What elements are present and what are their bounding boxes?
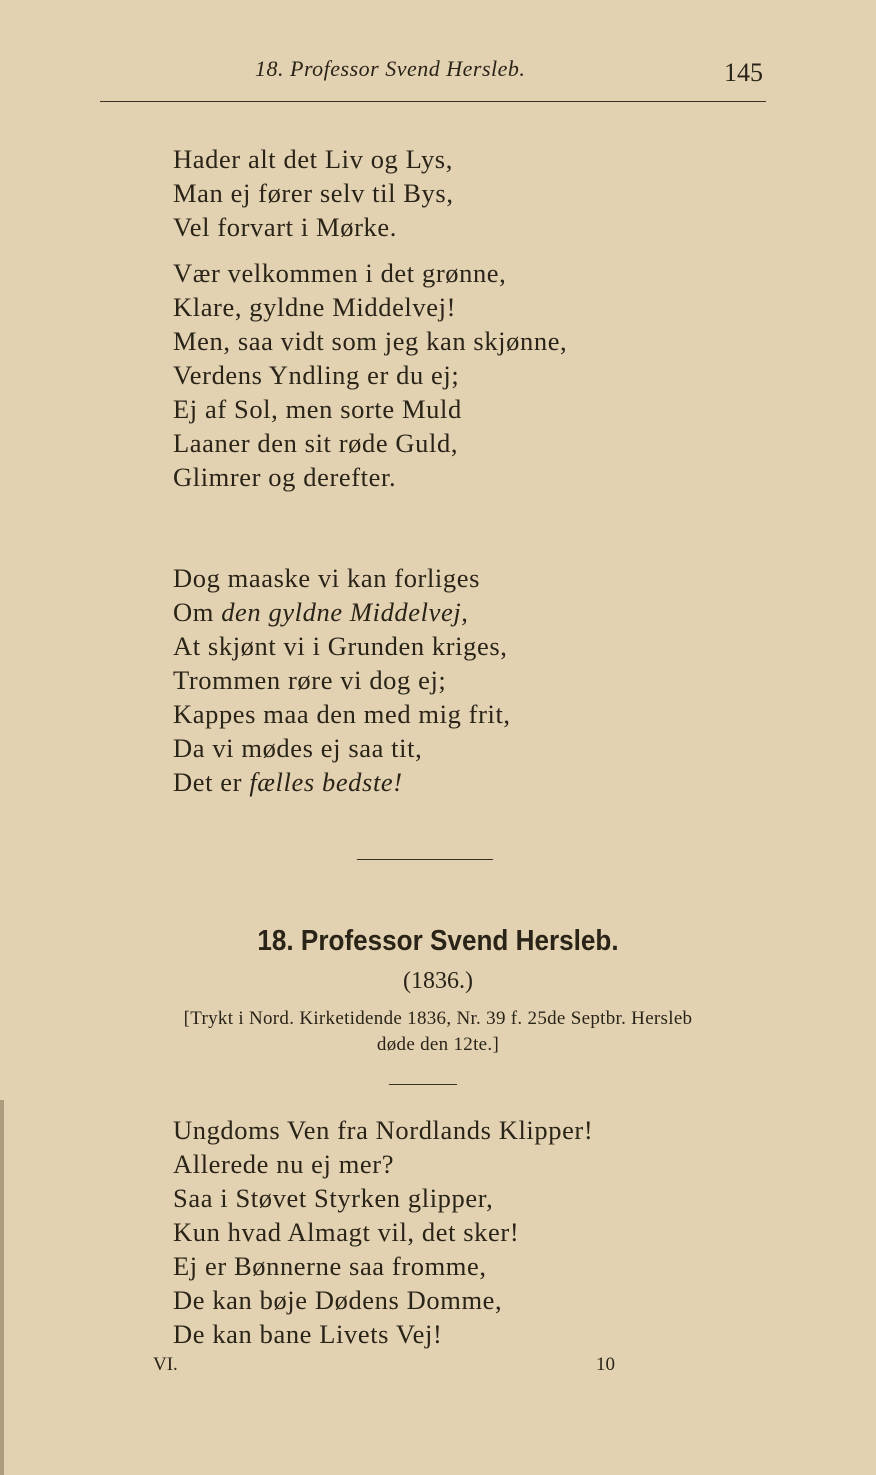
verse-line: Laaner den sit røde Guld, [173,428,459,458]
verse-line: Men, saa vidt som jeg kan skjønne, [173,326,568,356]
signature-mark: VI. [153,1354,178,1375]
page-edge-shadow [0,1100,4,1475]
verse-line: Dog maaske vi kan forliges [173,563,481,593]
stanza-1 [173,142,454,244]
verse-italic: den gyldne Middelvej, [221,597,469,627]
verse-line: De kan bane Livets Vej! [173,1319,443,1349]
verse-line: At skjønt vi i Grunden kriges, [173,631,508,661]
verse-line: Hader alt det Liv og Lys, [173,144,453,174]
section-divider [357,859,493,860]
verse-line: Verdens Yndling er du ej; [173,360,460,390]
verse-text: Om [173,597,222,627]
verse-line: Ej er Bønnerne saa fromme, [173,1251,487,1281]
page-number: 145 [724,58,763,87]
section-year: (1836.) [403,968,473,994]
stanza-2 [173,256,567,494]
verse-line: Saa i Støvet Styrken glipper, [173,1183,494,1213]
verse-line: Trommen røre vi dog ej; [173,665,447,695]
section-heading: 18. Professor Svend Hersleb. [257,925,619,957]
verse-line: Kappes maa den med mig frit, [173,699,511,729]
verse-line: Vel forvart i Mørke. [173,212,397,242]
header-rule [100,101,766,102]
running-title: 18. Professor Svend Hersleb. [255,56,526,81]
verse-line [173,765,511,799]
verse-line: Ungdoms Ven fra Nordlands Klipper! [173,1115,594,1145]
verse-italic: fælles bedste! [249,767,403,797]
editorial-note-line-2: døde den 12te.] [376,1034,500,1055]
sheet-number: 10 [596,1354,615,1375]
verse-line: Klare, gyldne Middelvej! [173,292,456,322]
poem-stanza [173,1113,593,1351]
verse-line: Man ej fører selv til Bys, [173,178,454,208]
verse-line [173,595,511,629]
verse-text: Det er [173,767,250,797]
stanza-3 [173,561,511,799]
verse-line: Allerede nu ej mer? [173,1149,395,1179]
running-header [0,52,876,92]
verse-line: De kan bøje Dødens Domme, [173,1285,503,1315]
note-divider [389,1084,457,1085]
verse-line: Da vi mødes ej saa tit, [173,733,423,763]
editorial-note-line-1: [Trykt i Nord. Kirketidende 1836, Nr. 39 f. 25de Septbr. Hersleb [183,1008,693,1029]
verse-line: Glimrer og derefter. [173,462,397,492]
verse-line: Kun hvad Almagt vil, det sker! [173,1217,520,1247]
verse-line: Ej af Sol, men sorte Muld [173,394,462,424]
verse-line: Vær velkommen i det grønne, [173,258,507,288]
